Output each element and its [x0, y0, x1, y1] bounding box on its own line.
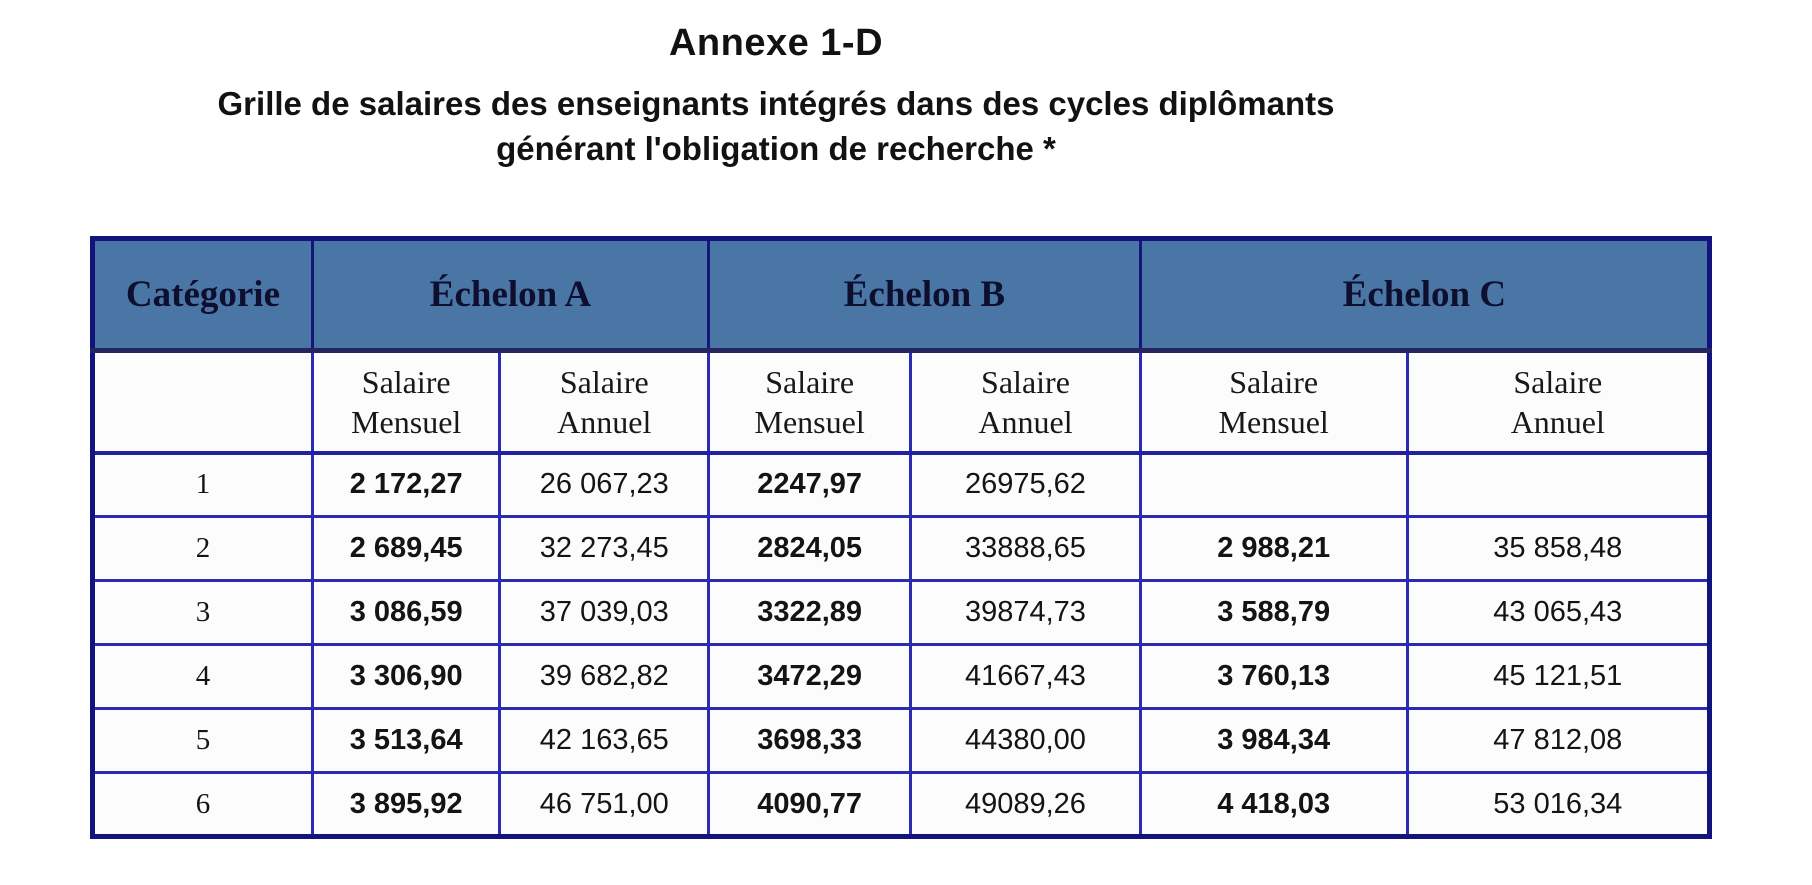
salaire-label: Salaire — [559, 363, 649, 400]
subheader-empty-cell — [93, 351, 313, 453]
table-row — [93, 581, 1710, 645]
cell-c-mensuel: 2 988,21 — [1140, 517, 1407, 581]
cell-categorie: 2 — [93, 517, 313, 581]
cell-c-annuel: 43 065,43 — [1407, 581, 1709, 645]
title-block — [0, 22, 1552, 171]
page-subtitle — [0, 81, 1552, 171]
cell-a-annuel: 46 751,00 — [500, 773, 709, 837]
mensuel-label: Mensuel — [351, 403, 462, 440]
cell-c-mensuel: 3 984,34 — [1140, 709, 1407, 773]
column-header-echelon-b: Échelon B — [709, 239, 1141, 351]
subheader-c-annuel — [1407, 351, 1709, 453]
annuel-label: Annuel — [1510, 403, 1605, 440]
subtitle-line-2: générant l'obligation de recherche * — [496, 130, 1056, 167]
cell-b-annuel: 44380,00 — [911, 709, 1141, 773]
cell-a-annuel: 39 682,82 — [500, 645, 709, 709]
salaire-label: Salaire — [1229, 363, 1319, 400]
table-row — [93, 453, 1710, 517]
annuel-label: Annuel — [978, 403, 1073, 440]
mensuel-label: Mensuel — [1218, 403, 1329, 440]
subheader-a-mensuel — [312, 351, 500, 453]
cell-b-mensuel: 4090,77 — [709, 773, 911, 837]
page-title: Annexe 1-D — [668, 22, 884, 64]
annuel-label: Annuel — [557, 403, 652, 440]
subheader-b-mensuel — [709, 351, 911, 453]
cell-c-annuel — [1407, 453, 1709, 517]
subtitle-line-1: Grille de salaires des enseignants intégrés dans des cycles diplômants — [217, 85, 1335, 122]
cell-b-mensuel: 2247,97 — [709, 453, 911, 517]
cell-a-mensuel: 3 895,92 — [312, 773, 500, 837]
cell-b-mensuel: 3698,33 — [709, 709, 911, 773]
cell-a-annuel: 37 039,03 — [500, 581, 709, 645]
salaire-label: Salaire — [361, 363, 451, 400]
cell-c-mensuel — [1140, 453, 1407, 517]
table-subheader-row — [93, 351, 1710, 453]
cell-b-annuel: 26975,62 — [911, 453, 1141, 517]
cell-a-annuel: 26 067,23 — [500, 453, 709, 517]
table-row — [93, 517, 1710, 581]
column-header-categorie: Catégorie — [93, 239, 313, 351]
cell-b-annuel: 49089,26 — [911, 773, 1141, 837]
cell-c-mensuel: 3 760,13 — [1140, 645, 1407, 709]
cell-b-mensuel: 3472,29 — [709, 645, 911, 709]
cell-c-annuel: 47 812,08 — [1407, 709, 1709, 773]
cell-b-annuel: 39874,73 — [911, 581, 1141, 645]
cell-a-mensuel: 3 306,90 — [312, 645, 500, 709]
cell-b-annuel: 33888,65 — [911, 517, 1141, 581]
cell-categorie: 5 — [93, 709, 313, 773]
cell-c-annuel: 35 858,48 — [1407, 517, 1709, 581]
table-header-row — [93, 239, 1710, 351]
table-row — [93, 773, 1710, 837]
salary-grid-table — [90, 236, 1712, 839]
table-row — [93, 645, 1710, 709]
cell-a-mensuel: 2 172,27 — [312, 453, 500, 517]
mensuel-label: Mensuel — [754, 403, 865, 440]
cell-c-annuel: 53 016,34 — [1407, 773, 1709, 837]
cell-a-annuel: 32 273,45 — [500, 517, 709, 581]
column-header-echelon-a: Échelon A — [312, 239, 708, 351]
cell-b-annuel: 41667,43 — [911, 645, 1141, 709]
cell-a-annuel: 42 163,65 — [500, 709, 709, 773]
cell-categorie: 6 — [93, 773, 313, 837]
subheader-a-annuel — [500, 351, 709, 453]
cell-categorie: 3 — [93, 581, 313, 645]
cell-b-mensuel: 3322,89 — [709, 581, 911, 645]
cell-a-mensuel: 2 689,45 — [312, 517, 500, 581]
cell-c-mensuel: 3 588,79 — [1140, 581, 1407, 645]
cell-a-mensuel: 3 513,64 — [312, 709, 500, 773]
cell-a-mensuel: 3 086,59 — [312, 581, 500, 645]
salaire-label: Salaire — [765, 363, 855, 400]
cell-c-mensuel: 4 418,03 — [1140, 773, 1407, 837]
subheader-c-mensuel — [1140, 351, 1407, 453]
cell-c-annuel: 45 121,51 — [1407, 645, 1709, 709]
column-header-echelon-c: Échelon C — [1140, 239, 1709, 351]
salaire-label: Salaire — [1513, 363, 1603, 400]
cell-b-mensuel: 2824,05 — [709, 517, 911, 581]
subheader-b-annuel — [911, 351, 1141, 453]
cell-categorie: 1 — [93, 453, 313, 517]
cell-categorie: 4 — [93, 645, 313, 709]
table-row — [93, 709, 1710, 773]
salaire-label: Salaire — [981, 363, 1070, 400]
